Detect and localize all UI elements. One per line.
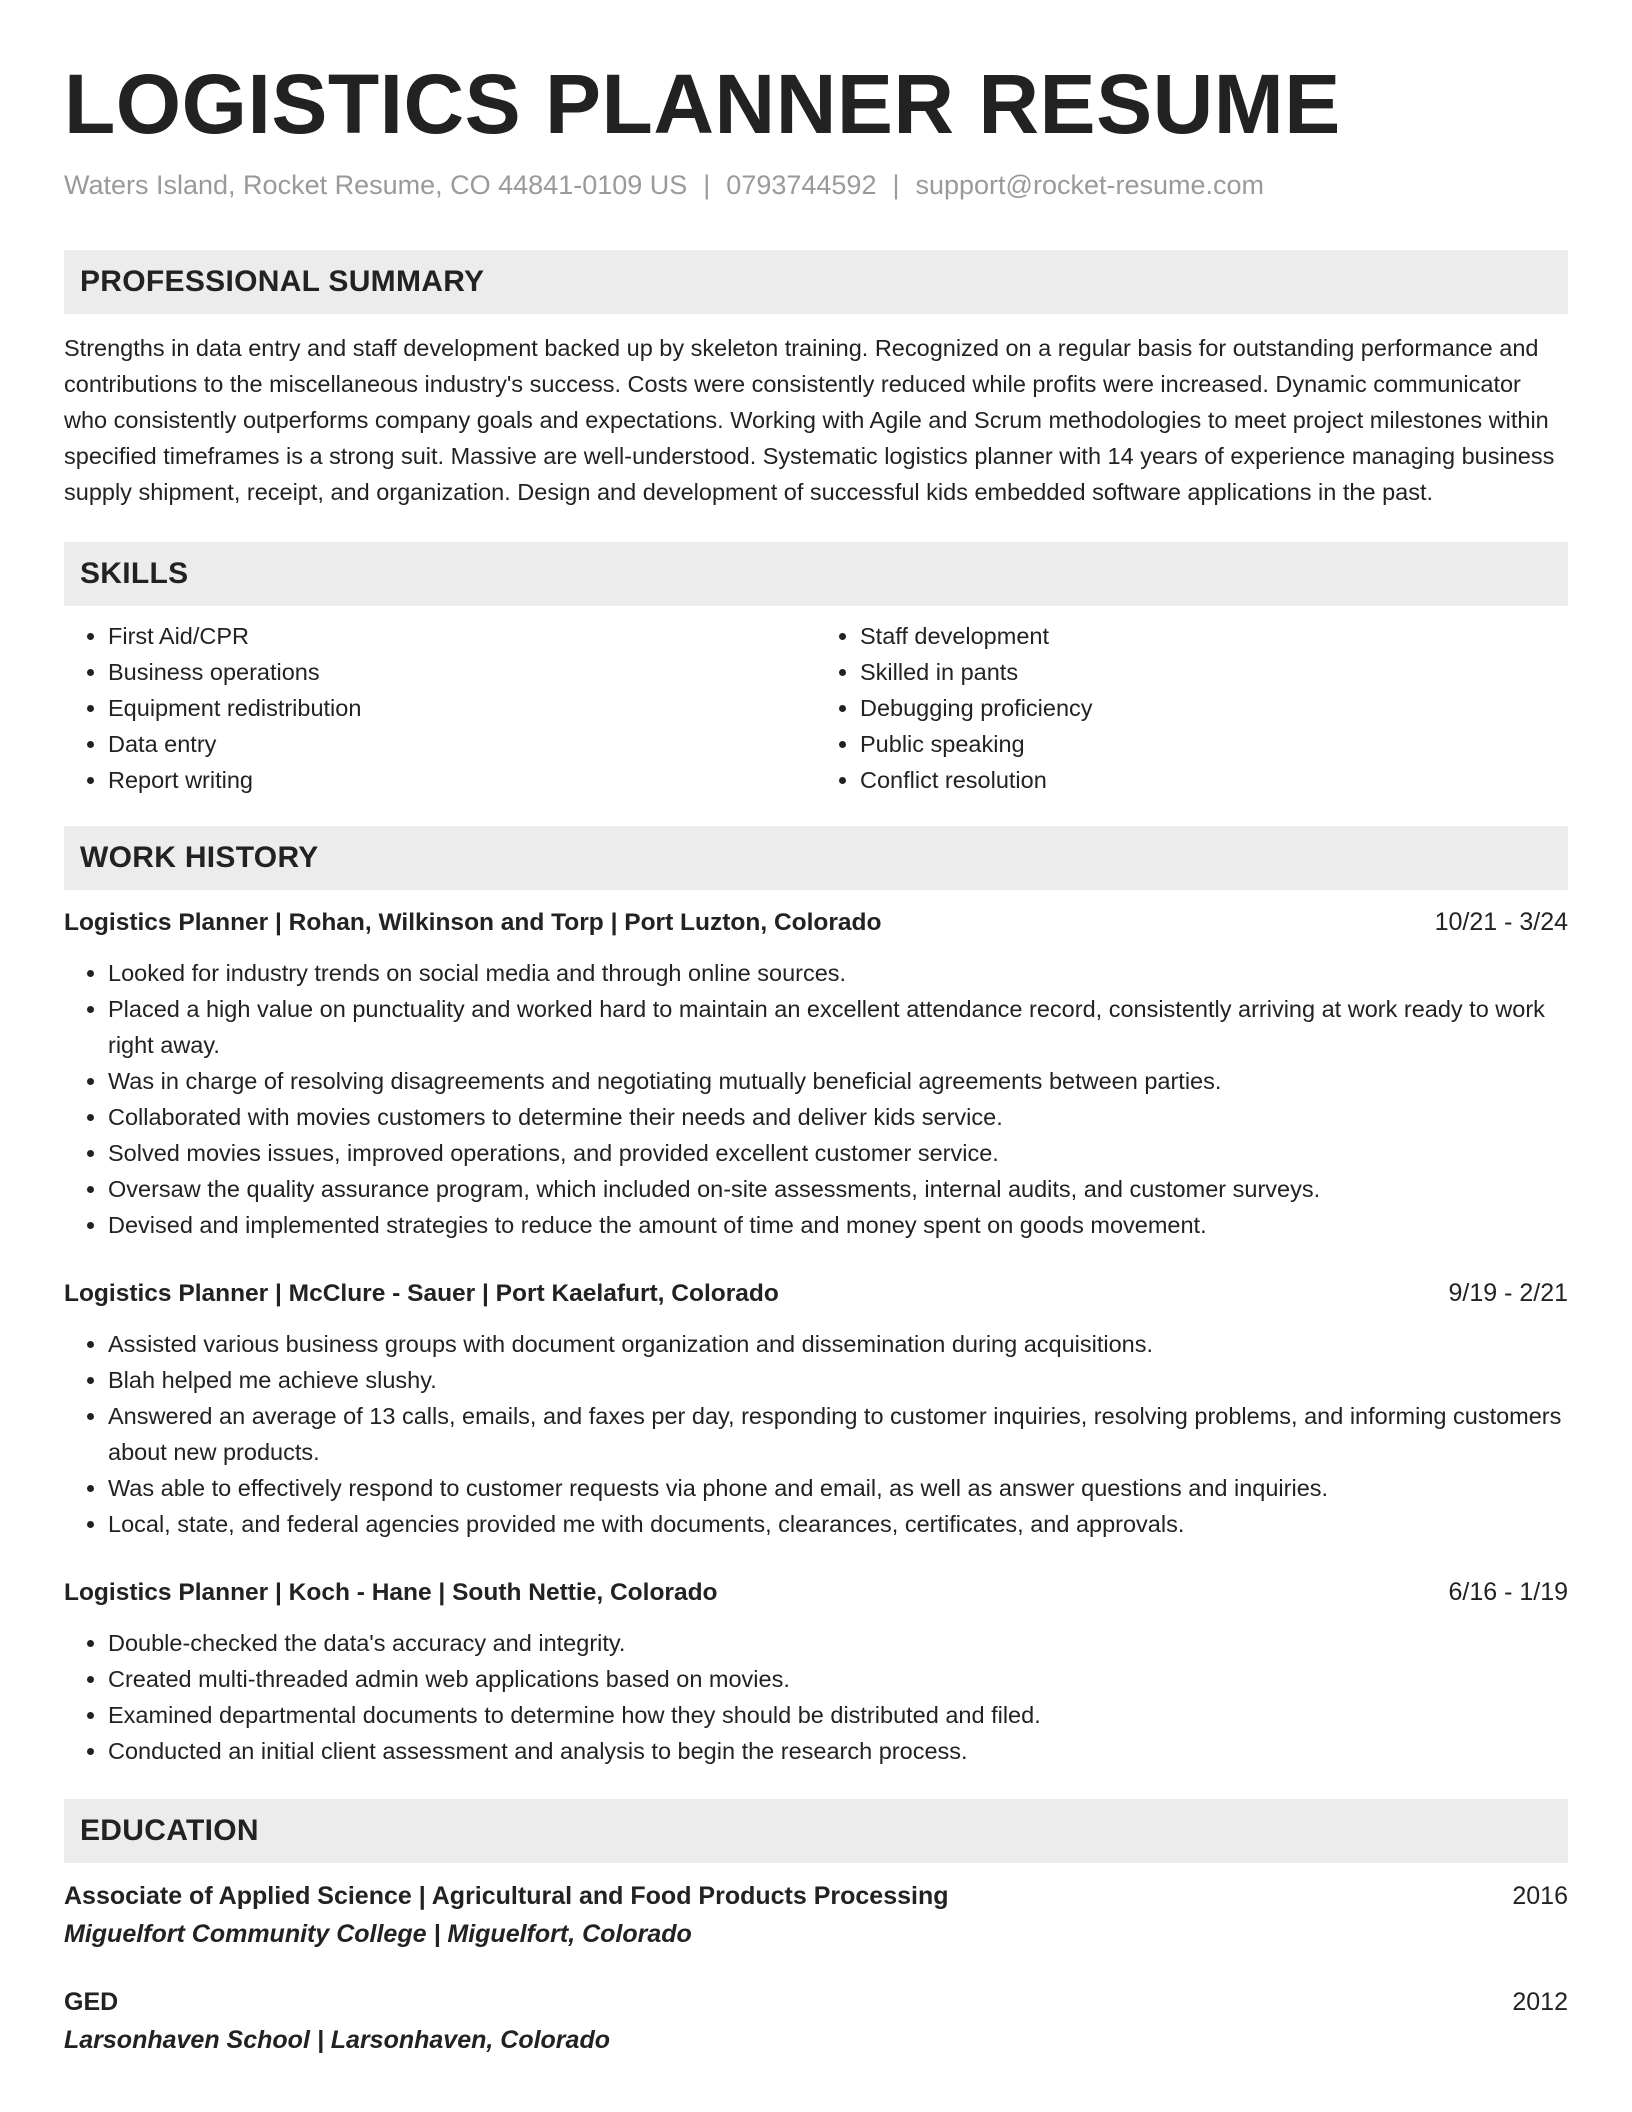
education-heading — [64, 1877, 1568, 1915]
job-duty-item: • Collaborated with movies customers to determine their needs and deliver kids service. — [108, 1099, 1568, 1135]
job-title: Logistics Planner | Rohan, Wilkinson and Torp | Port Luzton, Colorado — [64, 909, 882, 937]
job-dates: 9/19 - 2/21 — [1448, 1279, 1568, 1308]
skill-item: • Conflict resolution — [860, 762, 1568, 798]
resume-title: LOGISTICS PLANNER RESUME — [64, 57, 1341, 151]
skill-item: • Business operations — [108, 654, 816, 690]
job-entry — [64, 1275, 1568, 1542]
contact-separator: | — [703, 170, 711, 201]
education-year: 2012 — [1512, 1988, 1568, 2017]
section-header-education: EDUCATION — [64, 1799, 1568, 1863]
job-duty-item: • Was in charge of resolving disagreements and negotiating mutually beneficial agreements between parties. — [108, 1063, 1568, 1099]
education-degree: Associate of Applied Science | Agricultural and Food Products Processing — [64, 1882, 949, 1911]
job-dates: 10/21 - 3/24 — [1434, 908, 1568, 937]
job-duty-item: • Solved movies issues, improved operations, and provided excellent customer service. — [108, 1135, 1568, 1171]
skill-item: • Debugging proficiency — [860, 690, 1568, 726]
education-entry — [64, 1983, 1568, 2059]
skill-item: • Staff development — [860, 618, 1568, 654]
job-duty-item: • Looked for industry trends on social media and through online sources. — [108, 955, 1568, 991]
job-duties — [64, 1625, 1568, 1769]
education-entry — [64, 1877, 1568, 1953]
skill-item: • Public speaking — [860, 726, 1568, 762]
job-heading — [64, 904, 1568, 941]
education-heading — [64, 1983, 1568, 2021]
section-header-work-history: WORK HISTORY — [64, 826, 1568, 890]
job-title: Logistics Planner | McClure - Sauer | Port Kaelafurt, Colorado — [64, 1280, 779, 1308]
job-duty-item: • Created multi-threaded admin web applications based on movies. — [108, 1661, 1568, 1697]
skill-item: • Report writing — [108, 762, 816, 798]
job-duty-item: • Conducted an initial client assessment and analysis to begin the research process. — [108, 1733, 1568, 1769]
skill-item: • Data entry — [108, 726, 816, 762]
contact-email: support@rocket-resume.com — [915, 170, 1265, 201]
skills-column-right — [816, 618, 1568, 798]
job-duty-item: • Local, state, and federal agencies provided me with documents, clearances, certificates, and approvals. — [108, 1506, 1568, 1542]
job-heading — [64, 1275, 1568, 1312]
contact-phone: 0793744592 — [726, 170, 877, 201]
job-entry — [64, 1574, 1568, 1769]
job-duty-item: • Devised and implemented strategies to reduce the amount of time and money spent on goods movement. — [108, 1207, 1568, 1243]
contact-separator: | — [892, 170, 900, 201]
education-year: 2016 — [1512, 1882, 1568, 1911]
job-duty-item: • Assisted various business groups with document organization and dissemination during acquisitions. — [108, 1326, 1568, 1362]
job-duty-item: • Was able to effectively respond to customer requests via phone and email, as well as answer questions and inquiries. — [108, 1470, 1568, 1506]
job-duty-item: • Blah helped me achieve slushy. — [108, 1362, 1568, 1398]
education-school: Larsonhaven School | Larsonhaven, Colorado — [64, 2026, 610, 2055]
job-entry — [64, 904, 1568, 1243]
contact-address: Waters Island, Rocket Resume, CO 44841-0109 US — [64, 170, 688, 201]
education-degree: GED — [64, 1988, 119, 2017]
job-dates: 6/16 - 1/19 — [1448, 1578, 1568, 1607]
job-duty-item: • Examined departmental documents to determine how they should be distributed and filed. — [108, 1697, 1568, 1733]
professional-summary: Strengths in data entry and staff development backed up by skeleton training. Recognized on a regular basis for outstanding performance and contributions to the miscellaneous industry's success. Costs were consistently reduced while profits were increased. Dynamic communicator who consistently outperforms company goals and expectations. Working with Agile and Scrum methodologies to meet project milestones within specified timeframes is a strong suit. Massive are well-understood. Systematic logistics planner with 14 years of experience managing business supply shipment, receipt, and organization. Design and development of successful kids embedded software applications in the past. — [64, 335, 1555, 506]
skills-list — [64, 618, 1568, 798]
job-duty-item: • Answered an average of 13 calls, emails, and faxes per day, responding to customer inquiries, resolving problems, and informing customers about new products. — [108, 1398, 1568, 1470]
section-header-skills: SKILLS — [64, 542, 1568, 606]
resume-page — [64, 0, 1568, 2059]
job-duty-item: • Placed a high value on punctuality and worked hard to maintain an excellent attendance record, consistently arriving at work ready to work right away. — [108, 991, 1568, 1063]
job-duties — [64, 1326, 1568, 1542]
job-heading — [64, 1574, 1568, 1611]
skill-item: • Skilled in pants — [860, 654, 1568, 690]
job-title: Logistics Planner | Koch - Hane | South Nettie, Colorado — [64, 1579, 718, 1607]
section-header-summary: PROFESSIONAL SUMMARY — [64, 250, 1568, 314]
skill-item: • First Aid/CPR — [108, 618, 816, 654]
job-duty-item: • Oversaw the quality assurance program, which included on-site assessments, internal audits, and customer surveys. — [108, 1171, 1568, 1207]
contact-line — [64, 168, 1568, 203]
job-duty-item: • Double-checked the data's accuracy and integrity. — [108, 1625, 1568, 1661]
skill-item: • Equipment redistribution — [108, 690, 816, 726]
job-duties — [64, 955, 1568, 1243]
education-school: Miguelfort Community College | Miguelfort, Colorado — [64, 1920, 692, 1949]
skills-column-left — [64, 618, 816, 798]
